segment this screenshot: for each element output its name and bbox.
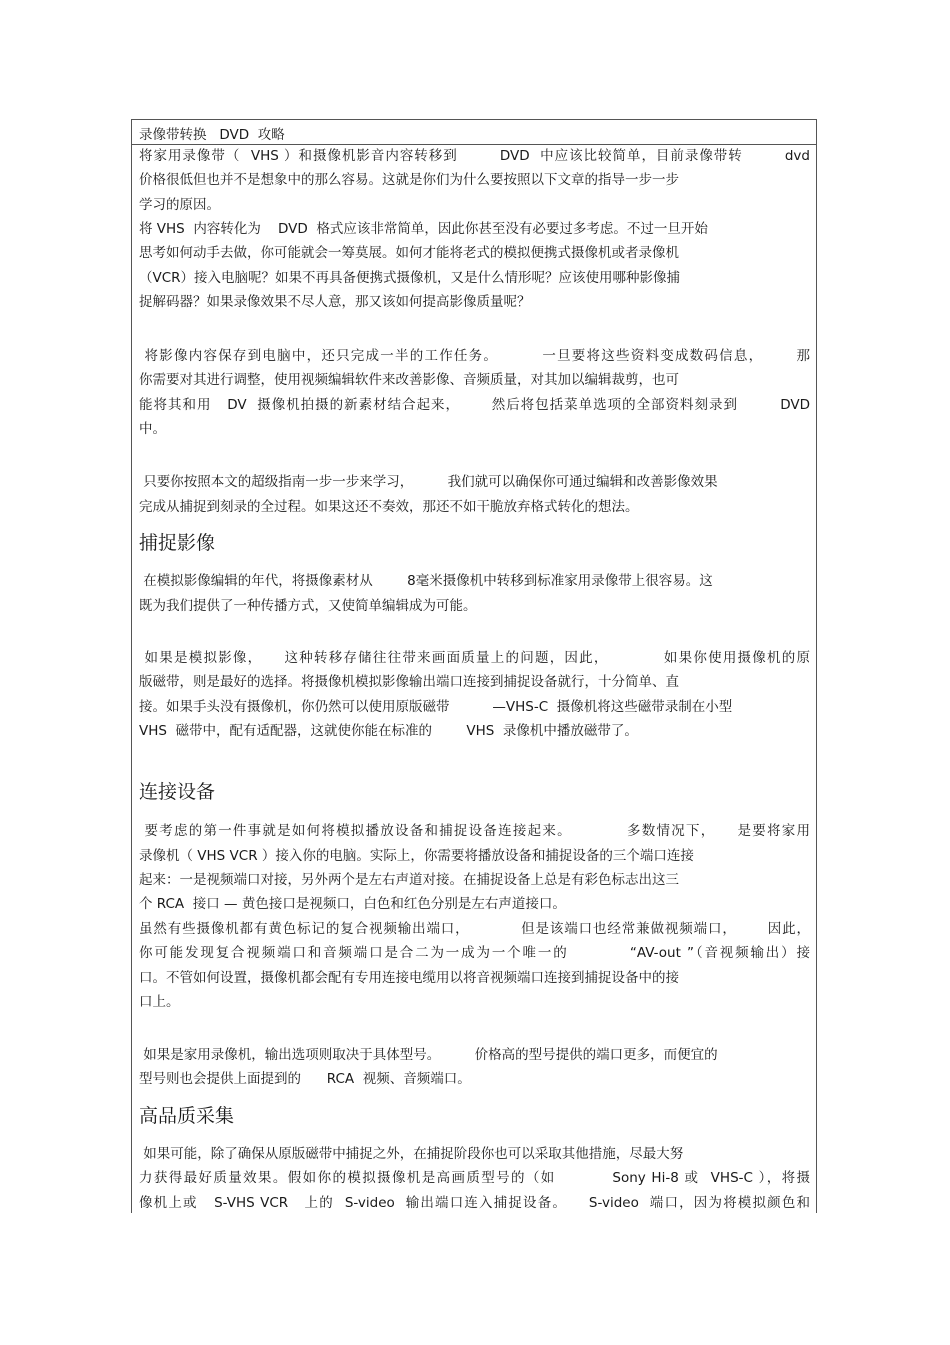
intro-line: 将 VHS 内容转化为 DVD 格式应该非常简单，因此你甚至没有必要过多考虑。不过一旦开始: [139, 221, 708, 237]
paragraph-line: 像机上或 S-VHS VCR 上的 S-video 输出端口连入捕捉设备。 S-video 端口，因为将模拟颜色和: [139, 1195, 810, 1211]
paragraph-line: 在模拟影像编辑的年代，将摄像素材从 8毫米摄像机中转移到标准家用录像带上很容易。这: [139, 573, 713, 589]
paragraph-line: 既为我们提供了一种传播方式，又使简单编辑成为可能。: [139, 598, 477, 614]
paragraph-line: 如果是家用录像机，输出选项则取决于具体型号。 价格高的型号提供的端口更多，而便宜的: [139, 1047, 718, 1063]
intro-line: 将家用录像带（ VHS ）和摄像机影音内容转移到 DVD 中应该比较简单，目前录像带转 dvd: [139, 148, 810, 164]
table-title-row: [132, 120, 816, 145]
intro-line: （VCR）接入电脑呢？如果不再具备便携式摄像机，又是什么情形呢？应该使用哪种影像捕: [139, 270, 681, 286]
paragraph-line: 口。不管如何设置，摄像机都会配有专用连接电缆用以将音视频端口连接到捕捉设备中的接: [139, 970, 679, 986]
paragraph-line: VHS 磁带中，配有适配器，这就使你能在标准的 VHS 录像机中播放磁带了。: [139, 723, 638, 739]
paragraph-line: 你可能发现复合视频端口和音频端口是合二为一成为一个唯一的 “AV-out ”（音视频输出）接: [139, 945, 810, 961]
paragraph-line: 将影像内容保存到电脑中，还只完成一半的工作任务。 一旦要将这些资料变成数码信息， 那: [139, 348, 810, 364]
paragraph-line: 型号则也会提供上面提到的 RCA 视频、音频端口。: [139, 1071, 471, 1087]
paragraph-line: 完成从捕捉到刻录的全过程。如果这还不奏效，那还不如干脆放弃格式转化的想法。: [139, 499, 639, 515]
intro-line: 价格很低但也并不是想象中的那么容易。这就是你们为什么要按照以下文章的指导一步一步: [139, 172, 679, 188]
paragraph-line: 中。: [139, 421, 166, 437]
intro-line: 学习的原因。: [139, 197, 220, 213]
intro-line: 思考如何动手去做，你可能就会一筹莫展。如何才能将老式的模拟便携式摄像机或者录像机: [139, 245, 679, 261]
paragraph-line: 起来：一是视频端口对接，另外两个是左右声道对接。在捕捉设备上总是有彩色标志出这三: [139, 872, 679, 888]
document-table: [131, 119, 817, 1213]
section-heading-quality: 高品质采集: [139, 1105, 235, 1127]
document-content: [139, 145, 810, 1213]
paragraph-line: 你需要对其进行调整，使用视频编辑软件来改善影像、音频质量，对其加以编辑裁剪，也可: [139, 372, 679, 388]
paragraph-line: 如果可能，除了确保从原版磁带中捕捉之外，在捕捉阶段你也可以采取其他措施，尽最大努: [139, 1146, 684, 1162]
intro-line: 捉解码器？如果录像效果不尽人意，那又该如何提高影像质量呢？: [139, 294, 531, 310]
paragraph-line: 录像机（ VHS VCR ）接入你的电脑。实际上，你需要将播放设备和捕捉设备的三个端口连接: [139, 848, 694, 864]
table-title: 录像带转换 DVD 攻略: [139, 127, 285, 143]
paragraph-line: 虽然有些摄像机都有黄色标记的复合视频输出端口， 但是该端口也经常兼做视频端口， 因此，: [139, 921, 810, 937]
paragraph-line: 只要你按照本文的超级指南一步一步来学习， 我们就可以确保你可通过编辑和改善影像效果: [139, 474, 718, 490]
paragraph-line: 如果是模拟影像， 这种转移存储往往带来画面质量上的问题，因此， 如果你使用摄像机的原: [139, 650, 810, 666]
paragraph-line: 能将其和用 DV 摄像机拍摄的新素材结合起来， 然后将包括菜单选项的全部资料刻录到 DVD: [139, 397, 810, 413]
paragraph-line: 要考虑的第一件事就是如何将模拟播放设备和捕捉设备连接起来。 多数情况下， 是要将家用: [139, 823, 810, 839]
paragraph-line: 个 RCA 接口 — 黄色接口是视频口，白色和红色分别是左右声道接口。: [139, 896, 566, 912]
section-heading-connect: 连接设备: [139, 781, 216, 803]
paragraph-line: 口上。: [139, 994, 180, 1010]
section-heading-capture: 捕捉影像: [139, 532, 216, 554]
paragraph-line: 版磁带，则是最好的选择。将摄像机模拟影像输出端口连接到捕捉设备就行，十分简单、直: [139, 674, 679, 690]
paragraph-line: 力获得最好质量效果。假如你的模拟摄像机是高画质型号的（如 Sony Hi-8 或 VHS-C ），将摄: [139, 1170, 810, 1186]
paragraph-line: 接。如果手头没有摄像机，你仍然可以使用原版磁带 —VHS-C 摄像机将这些磁带录制在小型: [139, 699, 733, 715]
